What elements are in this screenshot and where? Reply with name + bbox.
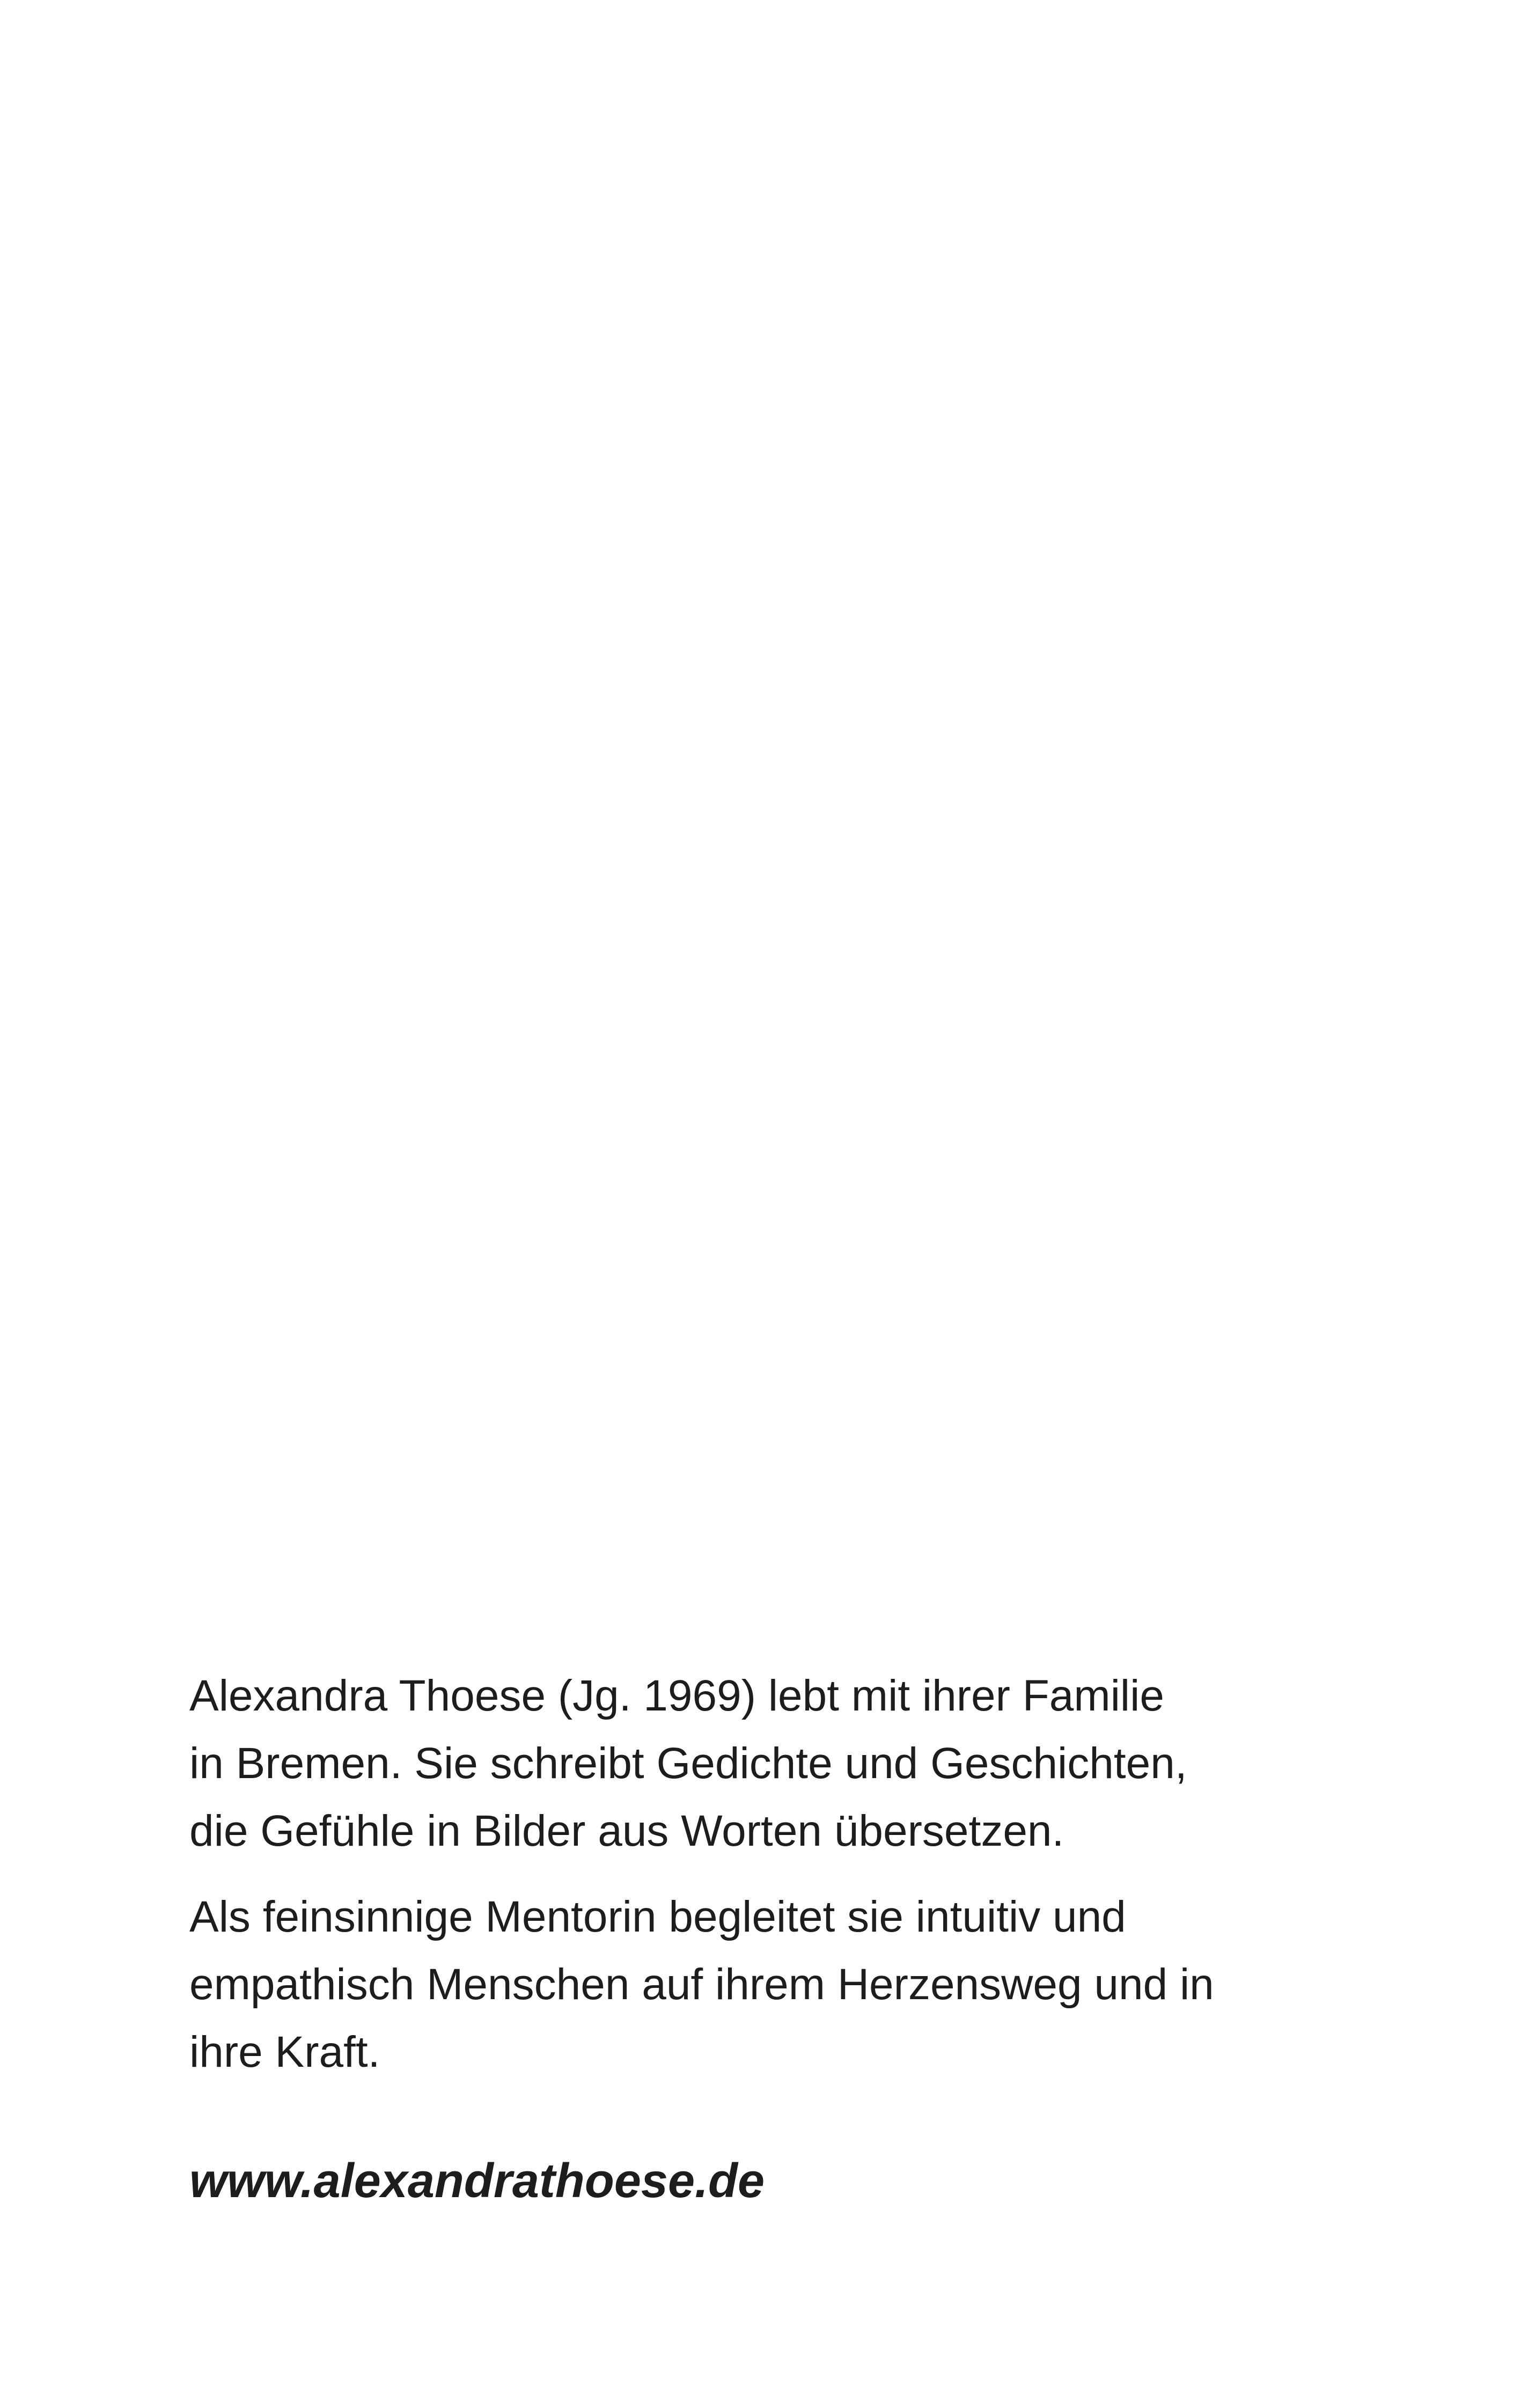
bio-line: die Gefühle in Bilder aus Worten übersetzen. <box>189 1807 1064 1855</box>
bio-line: empathisch Menschen auf ihrem Herzensweg und in <box>189 1960 1214 2009</box>
bio-paragraph-2 <box>189 1883 1327 2086</box>
bio-line: Alexandra Thoese (Jg. 1969) lebt mit ihrer Familie <box>189 1671 1164 1720</box>
bio-line: in Bremen. Sie schreibt Gedichte und Geschichten, <box>189 1739 1187 1788</box>
bio-line: ihre Kraft. <box>189 2028 380 2076</box>
bio-paragraph-1 <box>189 1662 1327 1865</box>
author-website: www.alexandrathoese.de <box>189 2154 765 2208</box>
bio-line: Als feinsinnige Mentorin begleitet sie intuitiv und <box>189 1892 1126 1941</box>
author-bio <box>189 1662 1327 2086</box>
